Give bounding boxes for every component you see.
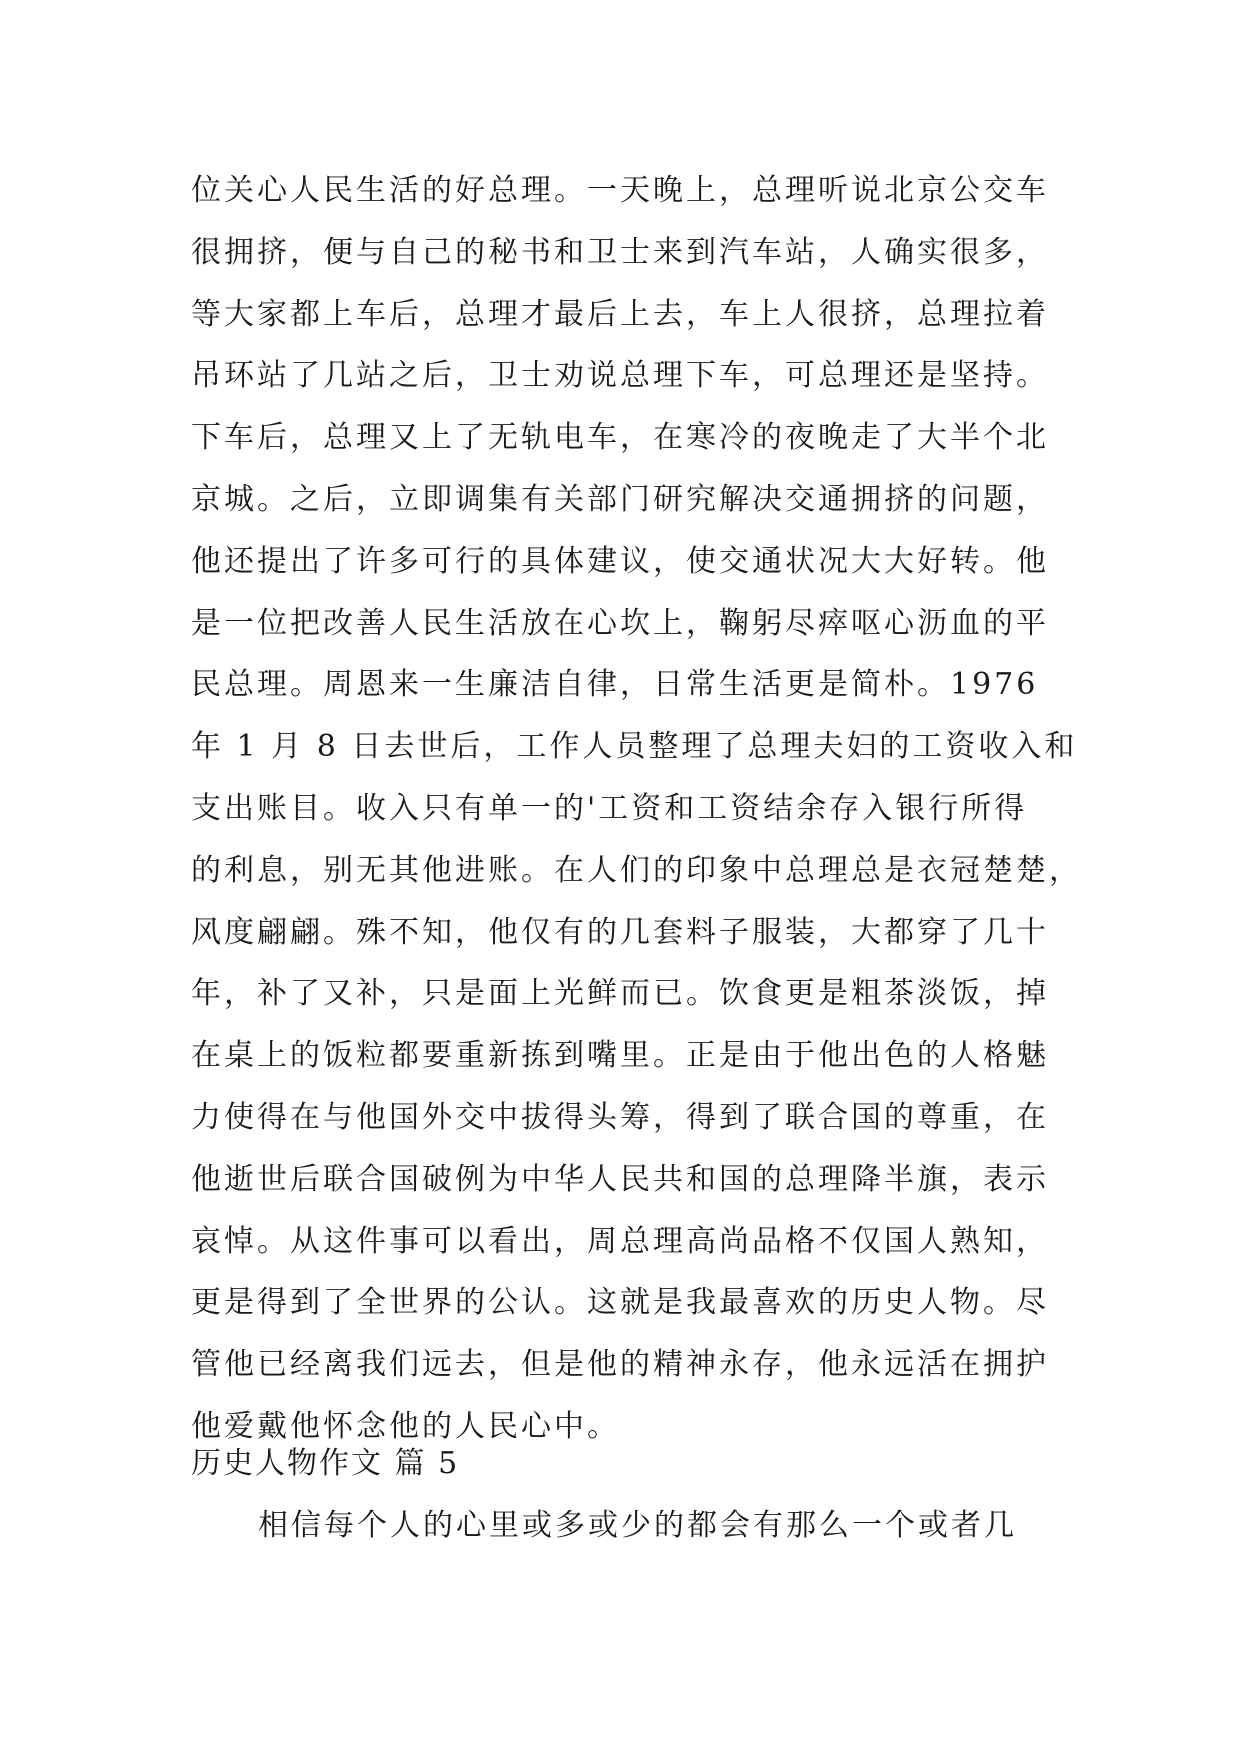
essay-paragraph [191,160,1082,1458]
paragraph-line: 他逝世后联合国破例为中华人民共和国的总理降半旗，表示 [191,1161,1049,1197]
paragraph-line: 是一位把改善人民生活放在心坎上，鞠躬尽瘁呕心沥血的平 [191,605,1049,641]
paragraph-line: 年 1 月 8 日去世后，工作人员整理了总理夫妇的工资收入和 [191,729,1078,765]
paragraph-line: 他还提出了许多可行的具体建议，使交通状况大大好转。他 [191,543,1049,579]
paragraph-line: 下车后，总理又上了无轨电车，在寒冷的夜晚走了大半个北 [191,420,1049,456]
paragraph-line: 很拥挤，便与自己的秘书和卫士来到汽车站，人确实很多， [191,234,1049,270]
paragraph-line: 位关心人民生活的好总理。一天晚上，总理听说北京公交车 [191,173,1049,208]
paragraph-line: 年，补了又补，只是面上光鲜而已。饮食更是粗茶淡饭，掉 [191,976,1049,1012]
paragraph-line: 等大家都上车后，总理才最后上去，车上人很挤，总理拉着 [191,296,1049,332]
next-paragraph-first-line: 相信每个人的心里或多或少的都会有那么一个或者几 [258,1508,1017,1543]
paragraph-line: 吊环站了几站之后，卫士劝说总理下车，可总理还是坚持。 [191,358,1049,394]
paragraph-line: 的利息，别无其他进账。在人们的印象中总理总是衣冠楚楚， [191,852,1082,888]
paragraph-line: 民总理。周恩来一生廉洁自律，日常生活更是简朴。1976 [191,667,1039,703]
paragraph-line: 京城。之后，立即调集有关部门研究解决交通拥挤的问题， [191,481,1049,517]
paragraph-line: 管他已经离我们远去，但是他的精神永存，他永远活在拥护 [191,1347,1049,1383]
paragraph-line: 支出账目。收入只有单一的'工资和工资结余存入银行所得 [191,790,1028,826]
paragraph-line: 哀悼。从这件事可以看出，周总理高尚品格不仅国人熟知， [191,1223,1049,1259]
section-heading: 历史人物作文 篇 5 [191,1446,460,1481]
paragraph-line: 在桌上的饭粒都要重新拣到嘴里。正是由于他出色的人格魅 [191,1038,1049,1074]
paragraph-line: 风度翩翩。殊不知，他仅有的几套料子服装，大都穿了几十 [191,914,1049,950]
paragraph-line: 他爱戴他怀念他的人民心中。 [191,1408,620,1444]
paragraph-line: 更是得到了全世界的公认。这就是我最喜欢的历史人物。尽 [191,1285,1049,1321]
paragraph-line: 力使得在与他国外交中拔得头筹，得到了联合国的尊重，在 [191,1099,1049,1135]
